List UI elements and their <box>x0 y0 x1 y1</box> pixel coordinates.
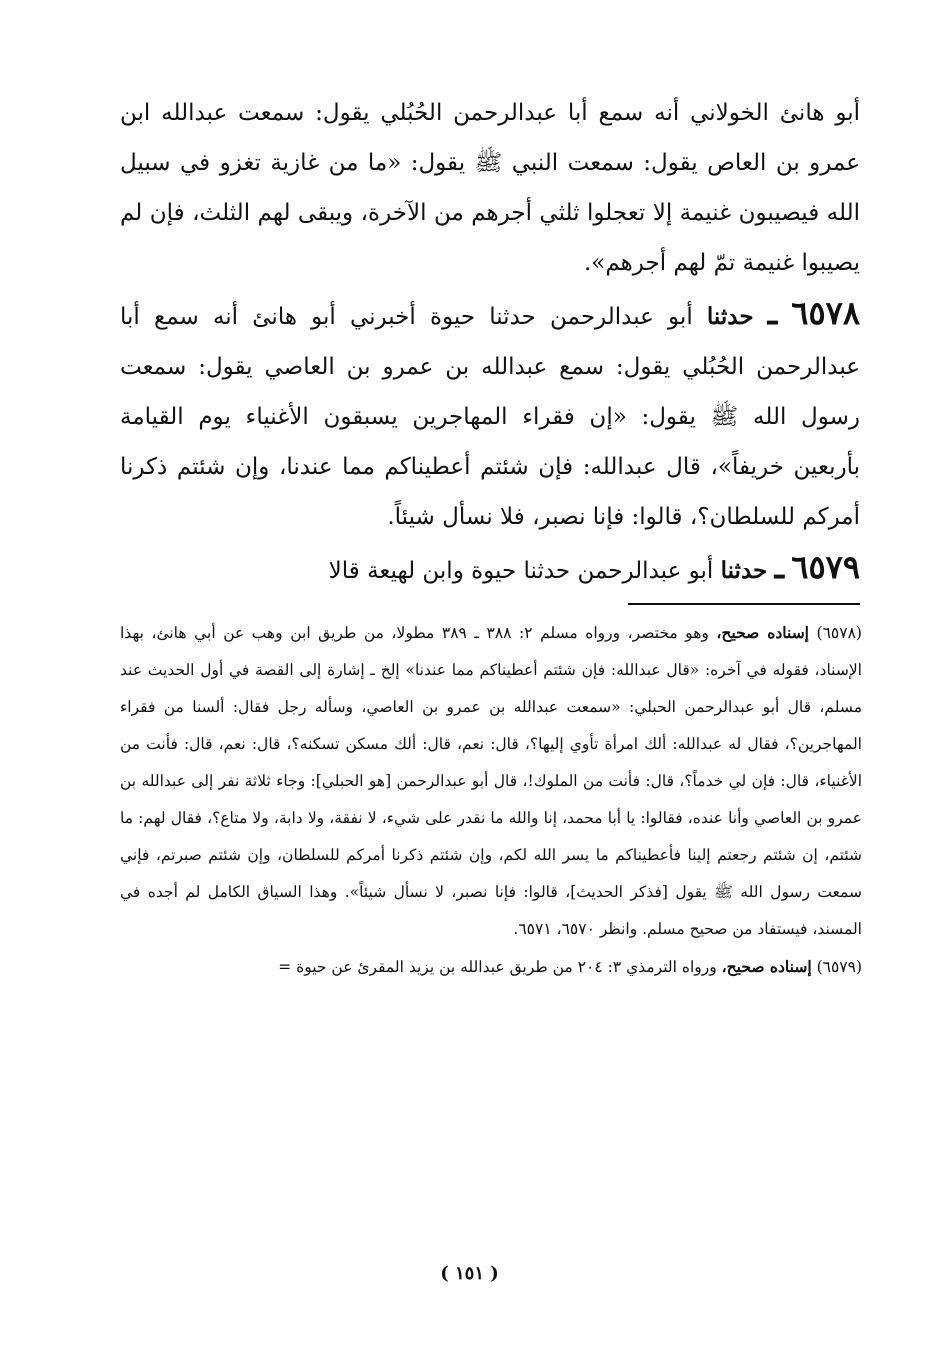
hadith-text: أبو عبدالرحمن حدثنا حيوة وابن لهيعة قالا <box>328 558 714 584</box>
hadith-6578 <box>120 288 860 542</box>
hadith-6579 <box>120 542 860 596</box>
paragraph-continuation: أبو هانئ الخولاني أنه سمع أبا عبدالرحمن الحُبُلي يقول: سمعت عبدالله ابن عمرو بن العاص يقول: سمعت النبي ﷺ يقول: «ما من غازية تغزو في سبيل الله فيصيبون غنيمة إلا تعجلوا ثلثي أجرهم من الآخرة، ويبقى لهم الثلث، فإن لم يصيبوا غنيمة تمّ لهم أجرهم». <box>120 100 860 276</box>
hadith-text: أبو عبدالرحمن حدثنا حيوة أخبرني أبو هانئ أنه سمع أبا عبدالرحمن الحُبُلي يقول: سمع عبدالله بن عمرو بن العاصي يقول: سمعت رسول الله ﷺ يقول: «إن فقراء المهاجرين يسبقون الأغنياء يوم القيامة بأربعين خريفاً»، قال عبدالله: فإن شئتم أعطيناكم مما عندنا، وإن شئتم ذكرنا أمركم للسلطان؟، قالوا: فإنا نصبر، فلا نسأل شيئاً. <box>120 304 860 530</box>
footnote-text: وهو مختصر، ورواه مسلم ٢: ٣٨٨ ـ ٣٨٩ مطولا، من طريق ابن وهب عن أبي هانئ، بهذا الإسناد، فقوله في آخره: «قال عبدالله: فإن شئتم أعطيناكم مما عندنا» إلخ ـ إشارة إلى القصة في أول الحديث عند مسلم، قال أبو عبدالرحمن الحبلي: «سمعت عبدالله بن عمرو بن العاصي، وسأله رجل فقال: ألسنا من فقراء المهاجرين؟، فقال له عبدالله: ألك امرأة تأوي إليها؟، قال: نعم، قال: ألك مسكن تسكنه؟، قال: نعم، قال: فأنت من الأغنياء، قال: فإن لي خدماً؟، قال: فأنت من الملوك!، قال أبو عبدالرحمن [هو الحبلي]: وجاء ثلاثة نفر إلى عبدالله بن عمرو بن العاصي وأنا عنده، فقالوا: يا أبا محمد، إنا والله ما نقدر على شيء، لا نفقة، ولا دابة، ولا متاع؟، فقال لهم: ما شئتم، إن شئتم رجعتم إلينا فأعطيناكم ما يسر الله لكم، وإن شئتم ذكرنا أمركم للسلطان، وإن شئتم صبرتم، فإني سمعت رسول الله ﷺ يقول [فذكر الحديث]، قالوا: فإنا نصبر، لا نسأل شيئاً». وهذا السياق الكامل لم أجده في المسند، فيستفاد من صحيح مسلم. وانظر ٦٥٧٠، ٦٥٧١. <box>120 624 862 938</box>
hadith-lead-word: حدثنا <box>706 303 754 330</box>
hadith-dash: ـ <box>774 548 784 586</box>
main-text <box>120 88 860 596</box>
footnote-6578 <box>120 614 862 948</box>
footnotes <box>120 614 862 986</box>
hadith-dash: ـ <box>767 294 778 332</box>
hadith-number: ٦٥٧٩ <box>791 548 860 586</box>
footnote-separator <box>628 603 860 605</box>
hadith-lead-word: حدثنا <box>720 557 768 584</box>
hadith-number: ٦٥٧٨ <box>791 294 860 332</box>
page-number: ( ١٥١ ) <box>440 1263 499 1284</box>
footnote-grading: إسناده صحيح، <box>716 623 809 642</box>
footnote-6579 <box>120 948 862 986</box>
footnote-text: ورواه الترمذي ٣: ٢٠٤ من طريق عبدالله بن يزيد المقرئ عن حيوة = <box>278 958 717 976</box>
footnote-number: (٦٥٧٩) <box>816 958 862 976</box>
footnote-number: (٦٥٧٨) <box>816 624 862 642</box>
footnote-grading: إسناده صحيح، <box>721 957 812 976</box>
